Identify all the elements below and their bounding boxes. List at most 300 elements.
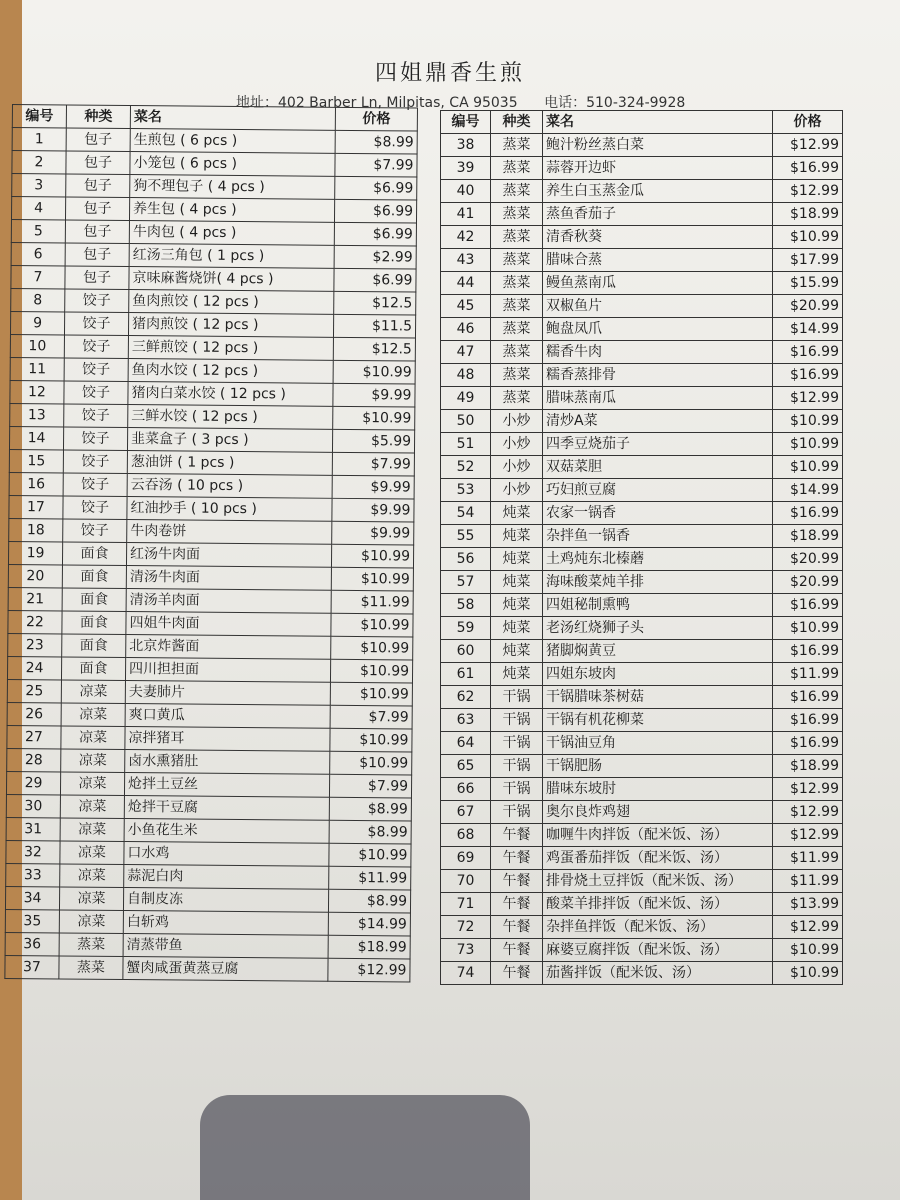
item-number: 34: [5, 886, 59, 909]
item-number: 6: [11, 242, 65, 265]
item-name: 海味酸菜炖羊排: [543, 571, 773, 594]
item-category: 午餐: [491, 893, 543, 916]
item-name: 蒜蓉开边虾: [543, 157, 773, 180]
item-price: $11.99: [773, 847, 843, 870]
item-price: $11.99: [329, 866, 411, 890]
item-category: 蒸菜: [491, 157, 543, 180]
item-number: 18: [9, 518, 63, 541]
table-row: [441, 962, 843, 985]
item-price: $12.5: [334, 291, 416, 315]
item-category: 面食: [61, 657, 125, 681]
item-category: 饺子: [63, 496, 127, 520]
item-name: 双椒鱼片: [543, 295, 773, 318]
item-number: 50: [441, 410, 491, 433]
item-category: 凉菜: [59, 910, 123, 934]
item-number: 65: [441, 755, 491, 778]
item-price: $12.99: [773, 801, 843, 824]
item-number: 40: [441, 180, 491, 203]
item-number: 21: [8, 587, 62, 610]
table-row: [441, 134, 843, 157]
item-name: 鱼肉煎饺 ( 12 pcs ): [129, 290, 334, 315]
table-row: [441, 824, 843, 847]
item-name: 红汤牛肉面: [126, 543, 331, 568]
item-number: 49: [441, 387, 491, 410]
item-number: 71: [441, 893, 491, 916]
item-price: $2.99: [334, 245, 416, 269]
item-name: 生煎包 ( 6 pcs ): [130, 129, 335, 154]
item-category: 蒸菜: [491, 134, 543, 157]
item-price: $10.99: [333, 406, 415, 430]
item-category: 小炒: [491, 410, 543, 433]
table-row: [441, 663, 843, 686]
item-price: $10.99: [329, 843, 411, 867]
item-price: $12.99: [773, 824, 843, 847]
item-price: $10.99: [331, 544, 413, 568]
item-category: 干锅: [491, 709, 543, 732]
item-price: $10.99: [773, 433, 843, 456]
item-name: 茄酱拌饭（配米饭、汤）: [543, 962, 773, 985]
item-number: 60: [441, 640, 491, 663]
item-number: 58: [441, 594, 491, 617]
item-number: 73: [441, 939, 491, 962]
header-no: 编号: [441, 111, 491, 134]
item-name: 白斩鸡: [123, 911, 328, 936]
item-category: 饺子: [64, 404, 128, 428]
item-price: $6.99: [335, 176, 417, 200]
item-category: 包子: [66, 151, 130, 175]
item-name: 红油抄手 ( 10 pcs ): [127, 497, 332, 522]
item-name: 鳗鱼蒸南瓜: [543, 272, 773, 295]
item-category: 炖菜: [491, 663, 543, 686]
item-price: $16.99: [773, 594, 843, 617]
table-row: [441, 226, 843, 249]
item-price: $10.99: [331, 567, 413, 591]
menu-rows-right: [441, 134, 843, 985]
item-price: $11.99: [331, 590, 413, 614]
item-category: 面食: [62, 565, 126, 589]
item-name: 夫妻肺片: [125, 681, 330, 706]
item-price: $10.99: [330, 728, 412, 752]
item-number: 62: [441, 686, 491, 709]
item-category: 蒸菜: [59, 933, 123, 957]
item-number: 67: [441, 801, 491, 824]
header-price: 价格: [773, 111, 843, 134]
item-number: 69: [441, 847, 491, 870]
item-name: 牛肉包 ( 4 pcs ): [129, 221, 334, 246]
item-category: 小炒: [491, 479, 543, 502]
item-category: 饺子: [64, 381, 128, 405]
item-number: 55: [441, 525, 491, 548]
item-name: 鲍汁粉丝蒸白菜: [543, 134, 773, 157]
item-name: 狗不理包子 ( 4 pcs ): [130, 175, 335, 200]
item-price: $12.99: [773, 916, 843, 939]
item-category: 小炒: [491, 456, 543, 479]
item-price: $6.99: [334, 222, 416, 246]
item-category: 午餐: [491, 916, 543, 939]
table-row: [441, 640, 843, 663]
item-name: 鲍盘凤爪: [543, 318, 773, 341]
item-name: 炝拌土豆丝: [124, 773, 329, 798]
item-number: 27: [7, 725, 61, 748]
table-row: [441, 295, 843, 318]
item-category: 蒸菜: [491, 341, 543, 364]
item-category: 干锅: [491, 686, 543, 709]
item-category: 蒸菜: [491, 203, 543, 226]
item-name: 卤水熏猪肚: [125, 750, 330, 775]
item-category: 凉菜: [59, 887, 123, 911]
item-number: 52: [441, 456, 491, 479]
item-category: 凉菜: [61, 703, 125, 727]
item-category: 午餐: [491, 847, 543, 870]
header-name: 菜名: [543, 111, 773, 134]
table-row: [441, 318, 843, 341]
table-row: [5, 955, 410, 982]
item-name: 清蒸带鱼: [123, 934, 328, 959]
item-price: $15.99: [773, 272, 843, 295]
item-category: 饺子: [64, 312, 128, 336]
item-category: 面食: [62, 611, 126, 635]
item-number: 59: [441, 617, 491, 640]
item-name: 葱油饼 ( 1 pcs ): [127, 451, 332, 476]
item-number: 12: [10, 380, 64, 403]
item-name: 养生包 ( 4 pcs ): [129, 198, 334, 223]
item-price: $18.99: [328, 935, 410, 959]
table-row: [441, 617, 843, 640]
item-number: 13: [10, 403, 64, 426]
item-name: 腊味合蒸: [543, 249, 773, 272]
item-category: 饺子: [63, 427, 127, 451]
item-name: 蒸鱼香茄子: [543, 203, 773, 226]
item-category: 炖菜: [491, 502, 543, 525]
item-price: $12.99: [773, 180, 843, 203]
item-name: 小鱼花生米: [124, 819, 329, 844]
item-number: 72: [441, 916, 491, 939]
item-name: 凉拌猪耳: [125, 727, 330, 752]
item-number: 45: [441, 295, 491, 318]
item-price: $10.99: [330, 682, 412, 706]
item-category: 凉菜: [60, 841, 124, 865]
item-name: 猪脚焖黄豆: [543, 640, 773, 663]
item-price: $10.99: [330, 751, 412, 775]
item-number: 23: [8, 633, 62, 656]
item-category: 炖菜: [491, 594, 543, 617]
item-price: $9.99: [332, 475, 414, 499]
header-row: [441, 111, 843, 134]
item-category: 蒸菜: [59, 956, 123, 980]
item-number: 24: [7, 656, 61, 679]
item-price: $16.99: [773, 640, 843, 663]
item-number: 43: [441, 249, 491, 272]
item-name: 农家一锅香: [543, 502, 773, 525]
item-name: 奥尔良炸鸡翅: [543, 801, 773, 824]
item-price: $16.99: [773, 502, 843, 525]
menu-rows-left: [5, 128, 417, 983]
item-category: 炖菜: [491, 640, 543, 663]
item-number: 9: [10, 311, 64, 334]
item-number: 39: [441, 157, 491, 180]
item-number: 32: [6, 840, 60, 863]
table-row: [441, 387, 843, 410]
item-number: 66: [441, 778, 491, 801]
table-row: [441, 778, 843, 801]
item-category: 包子: [66, 128, 130, 152]
table-row: [441, 686, 843, 709]
item-price: $10.99: [773, 410, 843, 433]
item-name: 腊味东坡肘: [543, 778, 773, 801]
item-price: $8.99: [329, 797, 411, 821]
header-name: 菜名: [130, 106, 335, 131]
item-price: $10.99: [331, 636, 413, 660]
item-price: $10.99: [333, 360, 415, 384]
item-price: $10.99: [773, 456, 843, 479]
item-category: 蒸菜: [491, 295, 543, 318]
item-number: 10: [10, 334, 64, 357]
item-name: 杂拌鱼拌饭（配米饭、汤）: [543, 916, 773, 939]
table-row: [441, 272, 843, 295]
item-category: 午餐: [491, 870, 543, 893]
table-row: [441, 364, 843, 387]
item-name: 四季豆烧茄子: [543, 433, 773, 456]
item-category: 面食: [62, 588, 126, 612]
item-category: 凉菜: [60, 818, 124, 842]
item-number: 29: [6, 771, 60, 794]
item-name: 红汤三角包 ( 1 pcs ): [129, 244, 334, 269]
item-name: 干锅腊味茶树菇: [543, 686, 773, 709]
item-number: 61: [441, 663, 491, 686]
item-name: 巧妇煎豆腐: [543, 479, 773, 502]
item-price: $8.99: [328, 889, 410, 913]
item-price: $12.5: [333, 337, 415, 361]
item-number: 30: [6, 794, 60, 817]
item-name: 养生白玉蒸金瓜: [543, 180, 773, 203]
item-name: 四姐秘制熏鸭: [543, 594, 773, 617]
item-category: 干锅: [491, 778, 543, 801]
item-category: 干锅: [491, 801, 543, 824]
item-name: 土鸡炖东北榛蘑: [543, 548, 773, 571]
item-name: 韭菜盒子 ( 3 pcs ): [127, 428, 332, 453]
table-row: [441, 916, 843, 939]
item-name: 四姐牛肉面: [126, 612, 331, 637]
table-row: [441, 847, 843, 870]
item-category: 蒸菜: [491, 180, 543, 203]
item-category: 小炒: [491, 433, 543, 456]
item-price: $10.99: [330, 659, 412, 683]
item-price: $13.99: [773, 893, 843, 916]
item-number: 3: [12, 174, 66, 197]
item-price: $10.99: [773, 617, 843, 640]
item-name: 干锅有机花柳菜: [543, 709, 773, 732]
item-name: 四姐东坡肉: [543, 663, 773, 686]
item-price: $11.5: [333, 314, 415, 338]
item-price: $18.99: [773, 203, 843, 226]
table-row: [441, 525, 843, 548]
item-category: 炖菜: [491, 548, 543, 571]
table-row: [441, 732, 843, 755]
item-category: 炖菜: [491, 571, 543, 594]
header-type: 种类: [66, 105, 130, 129]
item-number: 28: [7, 748, 61, 771]
table-row: [441, 870, 843, 893]
item-price: $8.99: [329, 820, 411, 844]
item-number: 57: [441, 571, 491, 594]
item-price: $16.99: [773, 341, 843, 364]
item-price: $7.99: [329, 774, 411, 798]
item-name: 猪肉煎饺 ( 12 pcs ): [128, 313, 333, 338]
item-price: $7.99: [332, 452, 414, 476]
table-row: [441, 709, 843, 732]
item-number: 35: [5, 909, 59, 932]
item-category: 凉菜: [61, 726, 125, 750]
item-price: $7.99: [330, 705, 412, 729]
item-name: 清汤羊肉面: [126, 589, 331, 614]
table-row: [441, 755, 843, 778]
item-number: 17: [9, 495, 63, 518]
item-price: $12.99: [773, 387, 843, 410]
item-category: 炖菜: [491, 525, 543, 548]
item-price: $17.99: [773, 249, 843, 272]
item-number: 1: [12, 128, 66, 151]
item-category: 蒸菜: [491, 272, 543, 295]
table-row: [441, 249, 843, 272]
item-price: $16.99: [773, 709, 843, 732]
item-price: $9.99: [333, 383, 415, 407]
item-category: 蒸菜: [491, 364, 543, 387]
item-price: $9.99: [332, 498, 414, 522]
item-category: 包子: [65, 197, 129, 221]
item-name: 清香秋葵: [543, 226, 773, 249]
item-category: 包子: [66, 174, 130, 198]
item-price: $18.99: [773, 755, 843, 778]
item-category: 凉菜: [60, 795, 124, 819]
item-number: 47: [441, 341, 491, 364]
item-number: 70: [441, 870, 491, 893]
item-price: $12.99: [773, 134, 843, 157]
item-category: 蒸菜: [491, 226, 543, 249]
item-price: $10.99: [773, 226, 843, 249]
item-category: 面食: [62, 542, 126, 566]
item-number: 56: [441, 548, 491, 571]
item-number: 20: [8, 564, 62, 587]
address-text: 地址：402 Barber Ln, Milpitas, CA 95035: [236, 95, 518, 111]
item-price: $9.99: [332, 521, 414, 545]
item-name: 老汤红烧狮子头: [543, 617, 773, 640]
item-number: 26: [7, 702, 61, 725]
item-name: 干锅油豆角: [543, 732, 773, 755]
table-row: [441, 157, 843, 180]
item-price: $6.99: [334, 199, 416, 223]
item-name: 北京炸酱面: [126, 635, 331, 660]
item-name: 猪肉白菜水饺 ( 12 pcs ): [128, 382, 333, 407]
item-number: 16: [9, 472, 63, 495]
item-category: 饺子: [63, 473, 127, 497]
item-name: 自制皮冻: [123, 888, 328, 913]
item-name: 酸菜羊排拌饭（配米饭、汤）: [543, 893, 773, 916]
item-price: $10.99: [331, 613, 413, 637]
item-number: 68: [441, 824, 491, 847]
restaurant-title: 四姐鼎香生煎: [374, 61, 525, 86]
item-number: 7: [11, 265, 65, 288]
header-type: 种类: [491, 111, 543, 134]
item-name: 麻婆豆腐拌饭（配米饭、汤）: [543, 939, 773, 962]
item-price: $16.99: [773, 157, 843, 180]
item-number: 74: [441, 962, 491, 985]
item-price: $8.99: [335, 130, 417, 154]
item-number: 46: [441, 318, 491, 341]
item-category: 饺子: [64, 335, 128, 359]
phone-text: 电话：510-324-9928: [544, 95, 686, 111]
item-price: $10.99: [773, 962, 843, 985]
item-category: 面食: [62, 634, 126, 658]
item-category: 蒸菜: [491, 249, 543, 272]
table-row: [441, 456, 843, 479]
hand-shadow: [200, 1095, 530, 1200]
item-number: 64: [441, 732, 491, 755]
item-category: 炖菜: [491, 617, 543, 640]
item-category: 蒸菜: [491, 318, 543, 341]
item-number: 11: [10, 357, 64, 380]
item-category: 午餐: [491, 939, 543, 962]
menu-table-left: [4, 104, 418, 983]
item-number: 8: [11, 288, 65, 311]
item-name: 鸡蛋番茄拌饭（配米饭、汤）: [543, 847, 773, 870]
header-no: 编号: [12, 105, 66, 128]
item-number: 19: [8, 541, 62, 564]
item-name: 杂拌鱼一锅香: [543, 525, 773, 548]
item-name: 糯香蒸排骨: [543, 364, 773, 387]
item-name: 炝拌干豆腐: [124, 796, 329, 821]
item-category: 饺子: [63, 450, 127, 474]
item-category: 干锅: [491, 732, 543, 755]
item-number: 53: [441, 479, 491, 502]
item-name: 腊味蒸南瓜: [543, 387, 773, 410]
item-name: 咖喱牛肉拌饭（配米饭、汤）: [543, 824, 773, 847]
item-name: 双菇菜胆: [543, 456, 773, 479]
menu-table-right: [440, 110, 843, 985]
item-category: 凉菜: [61, 680, 125, 704]
item-price: $14.99: [773, 479, 843, 502]
item-price: $14.99: [328, 912, 410, 936]
item-category: 凉菜: [60, 772, 124, 796]
item-name: 清汤牛肉面: [126, 566, 331, 591]
header-price: 价格: [335, 107, 417, 131]
item-name: 京味麻酱烧饼( 4 pcs ): [129, 267, 334, 292]
item-number: 41: [441, 203, 491, 226]
table-row: [441, 548, 843, 571]
item-category: 蒸菜: [491, 387, 543, 410]
table-row: [441, 893, 843, 916]
item-price: $18.99: [773, 525, 843, 548]
item-price: $14.99: [773, 318, 843, 341]
item-number: 4: [11, 197, 65, 220]
item-name: 干锅肥肠: [543, 755, 773, 778]
item-number: 51: [441, 433, 491, 456]
item-name: 糯香牛肉: [543, 341, 773, 364]
item-number: 54: [441, 502, 491, 525]
item-number: 33: [6, 863, 60, 886]
item-name: 清炒A菜: [543, 410, 773, 433]
item-category: 饺子: [63, 519, 127, 543]
item-price: $11.99: [773, 870, 843, 893]
table-row: [441, 571, 843, 594]
table-row: [441, 801, 843, 824]
item-price: $16.99: [773, 686, 843, 709]
item-name: 小笼包 ( 6 pcs ): [130, 152, 335, 177]
item-category: 包子: [65, 266, 129, 290]
item-name: 爽口黄瓜: [125, 704, 330, 729]
item-category: 饺子: [64, 358, 128, 382]
item-price: $5.99: [332, 429, 414, 453]
item-name: 口水鸡: [124, 842, 329, 867]
